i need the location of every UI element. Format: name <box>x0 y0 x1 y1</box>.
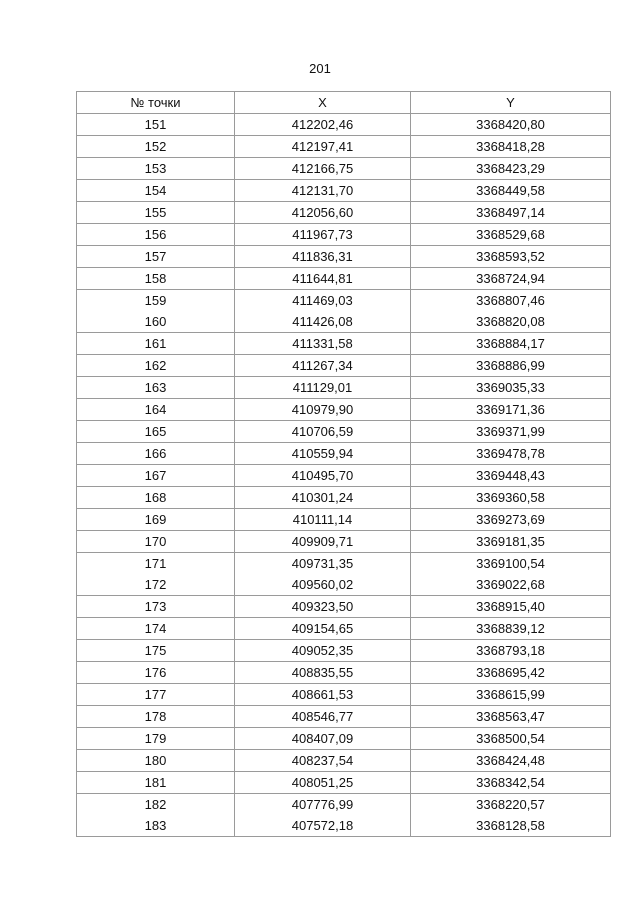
y-coordinate-cell: 3368529,68 <box>411 224 611 246</box>
x-coordinate-cell: 412131,70 <box>235 180 411 202</box>
x-coordinate-cell: 408407,09 <box>235 728 411 750</box>
x-coordinate-cell: 411644,81 <box>235 268 411 290</box>
y-coordinate-cell: 3369273,69 <box>411 509 611 531</box>
x-coordinate-cell: 411469,03 <box>235 290 411 312</box>
x-coordinate-cell: 409560,02 <box>235 574 411 596</box>
table-row <box>77 728 611 750</box>
point-number-cell: 167 <box>77 465 235 487</box>
y-coordinate-cell: 3369171,36 <box>411 399 611 421</box>
y-coordinate-cell: 3369478,78 <box>411 443 611 465</box>
x-coordinate-cell: 411426,08 <box>235 311 411 333</box>
x-coordinate-cell: 410301,24 <box>235 487 411 509</box>
point-number-cell: 163 <box>77 377 235 399</box>
coordinates-table <box>76 91 611 837</box>
x-coordinate-cell: 411967,73 <box>235 224 411 246</box>
y-coordinate-cell: 3368839,12 <box>411 618 611 640</box>
table-row <box>77 640 611 662</box>
table-row <box>77 158 611 180</box>
y-coordinate-cell: 3368724,94 <box>411 268 611 290</box>
table-row <box>77 246 611 268</box>
point-number-cell: 172 <box>77 574 235 596</box>
table-row <box>77 618 611 640</box>
point-number-cell: 154 <box>77 180 235 202</box>
table-row <box>77 268 611 290</box>
table-row <box>77 114 611 136</box>
point-number-cell: 168 <box>77 487 235 509</box>
x-coordinate-cell: 411129,01 <box>235 377 411 399</box>
x-coordinate-cell: 411331,58 <box>235 333 411 355</box>
y-coordinate-cell: 3368220,57 <box>411 794 611 816</box>
y-coordinate-cell: 3368497,14 <box>411 202 611 224</box>
x-coordinate-cell: 412202,46 <box>235 114 411 136</box>
page-number: 201 <box>309 61 331 76</box>
point-number-cell: 165 <box>77 421 235 443</box>
y-coordinate-cell: 3368807,46 <box>411 290 611 312</box>
table-row <box>77 311 611 333</box>
y-coordinate-cell: 3368884,17 <box>411 333 611 355</box>
y-coordinate-cell: 3369100,54 <box>411 553 611 575</box>
table-row <box>77 815 611 837</box>
table-row <box>77 443 611 465</box>
y-coordinate-cell: 3368500,54 <box>411 728 611 750</box>
point-number-cell: 151 <box>77 114 235 136</box>
point-number-cell: 162 <box>77 355 235 377</box>
header-x: X <box>235 92 411 114</box>
x-coordinate-cell: 408835,55 <box>235 662 411 684</box>
table-row <box>77 772 611 794</box>
x-coordinate-cell: 410111,14 <box>235 509 411 531</box>
x-coordinate-cell: 410559,94 <box>235 443 411 465</box>
table-header <box>77 92 611 114</box>
x-coordinate-cell: 409323,50 <box>235 596 411 618</box>
table-row <box>77 421 611 443</box>
table-row <box>77 290 611 312</box>
y-coordinate-cell: 3368615,99 <box>411 684 611 706</box>
x-coordinate-cell: 407572,18 <box>235 815 411 837</box>
point-number-cell: 177 <box>77 684 235 706</box>
point-number-cell: 153 <box>77 158 235 180</box>
point-number-cell: 171 <box>77 553 235 575</box>
point-number-cell: 175 <box>77 640 235 662</box>
table-row <box>77 377 611 399</box>
table-row <box>77 355 611 377</box>
table-body <box>77 114 611 837</box>
y-coordinate-cell: 3368418,28 <box>411 136 611 158</box>
table-row <box>77 553 611 575</box>
point-number-cell: 152 <box>77 136 235 158</box>
y-coordinate-cell: 3369035,33 <box>411 377 611 399</box>
point-number-cell: 179 <box>77 728 235 750</box>
x-coordinate-cell: 407776,99 <box>235 794 411 816</box>
table-row <box>77 794 611 816</box>
x-coordinate-cell: 409154,65 <box>235 618 411 640</box>
y-coordinate-cell: 3369371,99 <box>411 421 611 443</box>
x-coordinate-cell: 411836,31 <box>235 246 411 268</box>
x-coordinate-cell: 410979,90 <box>235 399 411 421</box>
y-coordinate-cell: 3369448,43 <box>411 465 611 487</box>
point-number-cell: 160 <box>77 311 235 333</box>
point-number-cell: 174 <box>77 618 235 640</box>
table-row <box>77 662 611 684</box>
y-coordinate-cell: 3368793,18 <box>411 640 611 662</box>
header-row <box>77 92 611 114</box>
table-row <box>77 531 611 553</box>
header-point-number: № точки <box>77 92 235 114</box>
point-number-cell: 170 <box>77 531 235 553</box>
point-number-cell: 178 <box>77 706 235 728</box>
y-coordinate-cell: 3368886,99 <box>411 355 611 377</box>
point-number-cell: 166 <box>77 443 235 465</box>
y-coordinate-cell: 3368420,80 <box>411 114 611 136</box>
point-number-cell: 159 <box>77 290 235 312</box>
point-number-cell: 180 <box>77 750 235 772</box>
x-coordinate-cell: 410495,70 <box>235 465 411 487</box>
x-coordinate-cell: 408051,25 <box>235 772 411 794</box>
x-coordinate-cell: 412197,41 <box>235 136 411 158</box>
x-coordinate-cell: 409731,35 <box>235 553 411 575</box>
x-coordinate-cell: 408237,54 <box>235 750 411 772</box>
x-coordinate-cell: 408546,77 <box>235 706 411 728</box>
table-row <box>77 574 611 596</box>
point-number-cell: 157 <box>77 246 235 268</box>
y-coordinate-cell: 3369181,35 <box>411 531 611 553</box>
y-coordinate-cell: 3369022,68 <box>411 574 611 596</box>
y-coordinate-cell: 3368423,29 <box>411 158 611 180</box>
point-number-cell: 161 <box>77 333 235 355</box>
point-number-cell: 158 <box>77 268 235 290</box>
point-number-cell: 155 <box>77 202 235 224</box>
point-number-cell: 176 <box>77 662 235 684</box>
point-number-cell: 182 <box>77 794 235 816</box>
y-coordinate-cell: 3369360,58 <box>411 487 611 509</box>
table-row <box>77 202 611 224</box>
point-number-cell: 183 <box>77 815 235 837</box>
x-coordinate-cell: 411267,34 <box>235 355 411 377</box>
table-row <box>77 136 611 158</box>
y-coordinate-cell: 3368128,58 <box>411 815 611 837</box>
y-coordinate-cell: 3368563,47 <box>411 706 611 728</box>
table-row <box>77 487 611 509</box>
table-row <box>77 224 611 246</box>
y-coordinate-cell: 3368915,40 <box>411 596 611 618</box>
y-coordinate-cell: 3368449,58 <box>411 180 611 202</box>
point-number-cell: 181 <box>77 772 235 794</box>
table-row <box>77 706 611 728</box>
table-row <box>77 333 611 355</box>
point-number-cell: 173 <box>77 596 235 618</box>
point-number-cell: 156 <box>77 224 235 246</box>
y-coordinate-cell: 3368424,48 <box>411 750 611 772</box>
y-coordinate-cell: 3368593,52 <box>411 246 611 268</box>
table-row <box>77 465 611 487</box>
x-coordinate-cell: 409052,35 <box>235 640 411 662</box>
x-coordinate-cell: 408661,53 <box>235 684 411 706</box>
table-row <box>77 180 611 202</box>
y-coordinate-cell: 3368695,42 <box>411 662 611 684</box>
table-row <box>77 684 611 706</box>
x-coordinate-cell: 412056,60 <box>235 202 411 224</box>
x-coordinate-cell: 412166,75 <box>235 158 411 180</box>
header-y: Y <box>411 92 611 114</box>
table-row <box>77 596 611 618</box>
y-coordinate-cell: 3368342,54 <box>411 772 611 794</box>
point-number-cell: 169 <box>77 509 235 531</box>
x-coordinate-cell: 409909,71 <box>235 531 411 553</box>
point-number-cell: 164 <box>77 399 235 421</box>
x-coordinate-cell: 410706,59 <box>235 421 411 443</box>
y-coordinate-cell: 3368820,08 <box>411 311 611 333</box>
table-row <box>77 750 611 772</box>
table-row <box>77 509 611 531</box>
table-row <box>77 399 611 421</box>
